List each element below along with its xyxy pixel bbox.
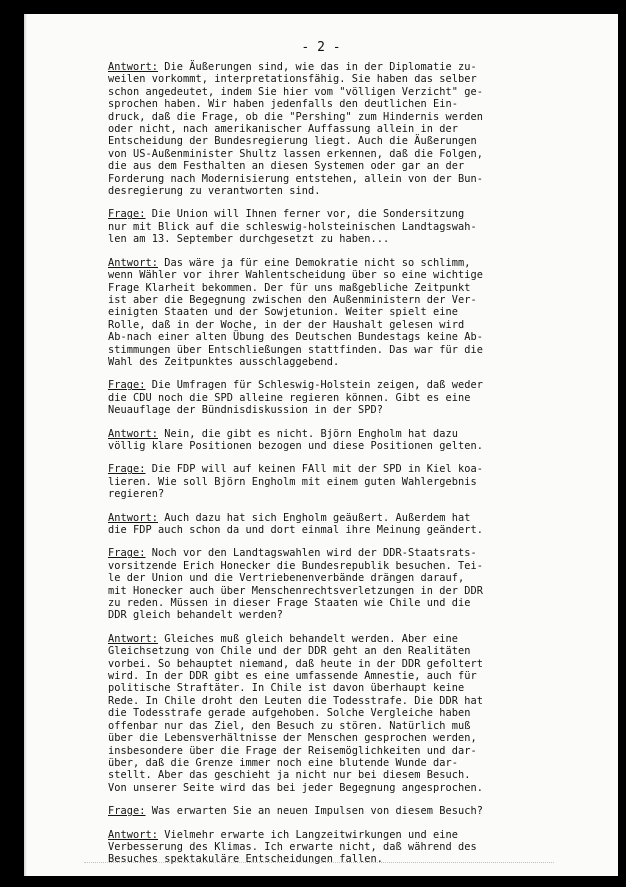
text-line: nur mit Blick auf die schleswig-holsteinischen Landtagswah- [108, 220, 477, 233]
text-line: Ab-nach einer alten Übung des Deutschen Bundestags keine Ab- [108, 331, 483, 344]
text-line [108, 208, 584, 220]
question-paragraph [108, 547, 584, 621]
answer-paragraph [108, 633, 584, 794]
text-line: mit Honecker auch über Menschenrechtsverletzungen in der DDR [108, 584, 483, 597]
line-text: Auch dazu hat sich Engholm geäußert. Außerdem hat [158, 511, 471, 524]
text-line: über die Lebensverhältnisse der Menschen gesprochen werden, [108, 732, 477, 745]
text-line: völlig klare Positionen bezogen und diese Positionen gelten. [108, 439, 483, 452]
text-line [108, 463, 584, 475]
text-line: stimmungen über Entschließungen stattfinden. Das war für die [108, 343, 483, 356]
text-line: die aus dem Festhalten an diesen Systemen oder gar an der [108, 160, 465, 173]
text-line [108, 61, 584, 73]
question-paragraph [108, 805, 584, 817]
text-line [108, 257, 584, 269]
question-label: Frage: [108, 463, 146, 476]
question-label: Frage: [108, 379, 146, 392]
text-line [108, 547, 584, 559]
text-line [108, 829, 584, 841]
text-line: über, daß die Grenze immer noch eine blutende Wunde dar- [108, 756, 458, 769]
line-text: Das wäre ja für eine Demokratie nicht so schlimm, [158, 256, 471, 269]
answer-label: Antwort: [108, 61, 158, 73]
question-paragraph [108, 208, 584, 245]
text-line [108, 512, 584, 524]
answer-label: Antwort: [108, 427, 158, 440]
text-line: einigten Staaten und der Sowjetunion. Weiter spielt eine [108, 306, 458, 319]
answer-paragraph [108, 61, 584, 197]
text-line: wird. In der DDR gibt es eine umfassende Amnestie, auch für [108, 670, 477, 683]
question-paragraph [108, 379, 584, 416]
text-line [108, 805, 584, 817]
text-line: Neuauflage der Bündnisdiskussion in der SPD? [108, 404, 383, 417]
text-line: desregierung zu verantworten sind. [108, 185, 321, 198]
text-line: vorsitzende Erich Honecker die Bundesrepublik besuchen. Tei- [108, 559, 483, 572]
text-line: Rede. In Chile droht den Leuten die Todesstrafe. Die DDR hat [108, 694, 483, 707]
scan-edge-shadow [24, 14, 27, 876]
scan-bottom-artifact [84, 862, 554, 864]
text-line: zu reden. Müssen in dieser Frage Staaten wie Chile und die [108, 597, 471, 610]
line-text: Die Äußerungen sind, wie das in der Diplomatie zu- [158, 61, 477, 73]
text-line: schon angedeutet, indem Sie hier vom "völligen Verzicht" ge- [108, 85, 483, 98]
question-label: Frage: [108, 547, 146, 560]
text-line: von US-Außenminister Shultz lassen erkennen, daß die Folgen, [108, 147, 483, 160]
text-line: lieren. Wie soll Björn Engholm mit einem guten Wahlergebnis [108, 475, 477, 488]
text-line: insbesondere über die Frage der Reisemöglichkeiten und dar- [108, 744, 477, 757]
text-line: druck, daß die Frage, ob die "Pershing" zum Hindernis werden [108, 110, 483, 123]
question-label: Frage: [108, 805, 146, 818]
text-line: offenbar nur das Ziel, den Besuch zu stören. Natürlich muß [108, 719, 471, 732]
text-line: wenn Wähler vor ihrer Wahlentscheidung über so eine wichtige [108, 269, 483, 282]
text-line: len am 13. September durchgesetzt zu haben... [108, 233, 390, 246]
line-text: Nein, die gibt es nicht. Björn Engholm hat dazu [158, 427, 458, 440]
line-text: Die Union will Ihnen ferner vor, die Sondersitzung [145, 208, 465, 221]
line-text: Die FDP will auf keinen FAll mit der SPD in Kiel koa- [145, 463, 483, 476]
text-line: Forderung nach Modernisierung entstehen, allein von der Bun- [108, 172, 483, 185]
text-line: die CDU noch die SPD alleine regieren können. Gibt es eine [108, 391, 471, 404]
page-number: - 2 - [301, 40, 341, 55]
text-line: DDR gleich behandelt werden? [108, 609, 283, 622]
text-line: Wahl des Zeitpunktes ausschlaggebend. [108, 355, 340, 368]
text-line: Verbesserung des Klimas. Ich erwarte nicht, daß während des [108, 840, 477, 853]
text-line [108, 428, 584, 440]
text-line: ist aber die Begegnung zwischen den Außenministern der Ver- [108, 293, 477, 306]
answer-label: Antwort: [108, 632, 158, 645]
text-line: Entscheidung der Bundesregierung liegt. Auch die Äußerungen [108, 135, 477, 148]
text-line: Von unserer Seite wird das bei jeder Begegnung angesprochen. [108, 781, 483, 794]
question-paragraph [108, 463, 584, 500]
text-line: die FDP auch schon da und dort einmal ihre Meinung geändert. [108, 524, 483, 536]
question-label: Frage: [108, 208, 146, 221]
text-line: politische Straftäter. In Chile ist davon überhaupt keine [108, 682, 465, 695]
answer-paragraph [108, 829, 584, 866]
line-text: Was erwarten Sie an neuen Impulsen von diesem Besuch? [145, 805, 483, 818]
interview-text [108, 61, 584, 876]
text-line: stellt. Aber das geschieht ja nicht nur bei diesem Besuch. [108, 769, 471, 782]
line-text: Noch vor den Landtagswahlen wird der DDR-Staatsrats- [145, 547, 477, 560]
document-page [24, 14, 618, 876]
text-line: Frage Klarheit bekommen. Der für uns maßgebliche Zeitpunkt [108, 281, 471, 294]
text-line [108, 633, 584, 645]
answer-label: Antwort: [108, 828, 158, 841]
text-line [108, 379, 584, 391]
line-text: Vielmehr erwarte ich Langzeitwirkungen und eine [158, 828, 458, 841]
text-line: Rolle, daß in der Woche, in der der Haushalt gelesen wird [108, 318, 465, 331]
text-line: regieren? [108, 488, 165, 501]
answer-paragraph [108, 512, 584, 537]
answer-label: Antwort: [108, 511, 158, 524]
text-line: weilen vorkommt, interpretationsfähig. Sie haben das selber [108, 73, 477, 86]
line-text: Die Umfragen für Schleswig-Holstein zeigen, daß weder [145, 379, 483, 392]
line-text: Gleiches muß gleich behandelt werden. Aber eine [158, 632, 458, 645]
text-line: Gleichsetzung von Chile und der DDR geht an den Realitäten [108, 645, 471, 658]
text-line: Besuches spektakuläre Entscheidungen fallen. [108, 853, 383, 866]
text-line: sprochen haben. Wir haben jedenfalls den deutlichen Ein- [108, 98, 458, 111]
text-line: oder nicht, nach amerikanischer Auffassung allein in der [108, 123, 458, 136]
answer-label: Antwort: [108, 256, 158, 269]
answer-paragraph [108, 257, 584, 369]
answer-paragraph [108, 428, 584, 453]
text-line: le der Union und die Vertriebenenverbände drängen darauf, [108, 572, 465, 585]
text-line: die Todesstrafe gerade aufgehoben. Solche Vergleiche haben [108, 707, 471, 720]
text-line: vorbei. So behauptet niemand, daß heute in der DDR gefoltert [108, 657, 483, 670]
